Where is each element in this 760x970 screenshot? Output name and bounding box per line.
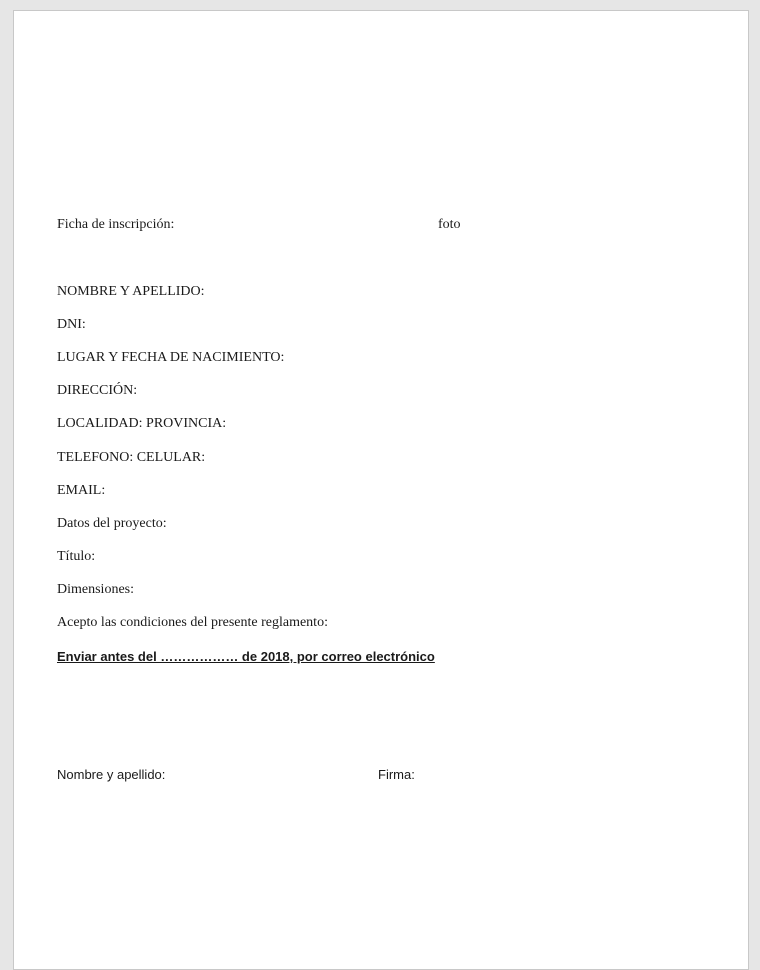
field-dni: DNI: — [57, 317, 86, 332]
signature-label: Firma: — [378, 767, 415, 782]
field-nombre-apellido: NOMBRE Y APELLIDO: — [57, 284, 205, 299]
photo-label: foto — [438, 217, 461, 232]
field-lugar-fecha-nacimiento: LUGAR Y FECHA DE NACIMIENTO: — [57, 350, 285, 365]
field-direccion: DIRECCIÓN: — [57, 383, 138, 398]
document-page — [13, 10, 749, 970]
field-localidad-provincia: LOCALIDAD: PROVINCIA: — [57, 416, 227, 431]
deadline-note: Enviar antes del ……………… de 2018, por correo electrónico — [57, 649, 435, 664]
form-title: Ficha de inscripción: — [57, 217, 175, 232]
field-telefono-celular: TELEFONO: CELULAR: — [57, 450, 206, 465]
field-acepto-condiciones: Acepto las condiciones del presente reglamento: — [57, 615, 328, 630]
signature-name-label: Nombre y apellido: — [57, 767, 166, 782]
field-email: EMAIL: — [57, 483, 106, 498]
field-titulo: Título: — [57, 549, 96, 564]
field-datos-proyecto: Datos del proyecto: — [57, 516, 167, 531]
field-dimensiones: Dimensiones: — [57, 582, 134, 597]
